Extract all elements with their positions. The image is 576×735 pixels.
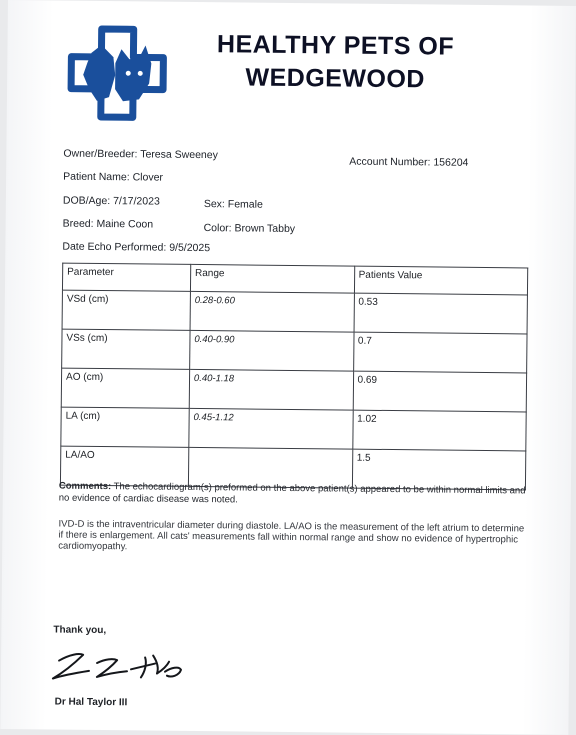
header-parameter: Parameter — [62, 263, 190, 291]
clinic-logo-icon — [65, 23, 170, 124]
echo-date-label: Date Echo Performed: — [62, 240, 167, 254]
table-row — [62, 329, 527, 373]
range-cell: 0.28-0.60 — [190, 291, 354, 332]
echo-results-table — [60, 263, 528, 491]
echo-date-value: 9/5/2025 — [169, 241, 211, 255]
closing-text: Thank you, — [53, 624, 107, 637]
owner-label: Owner/Breeder: — [63, 147, 138, 161]
dob-label: DOB/Age: — [62, 194, 111, 208]
owner-field — [63, 148, 218, 162]
dob-value: 7/17/2023 — [113, 195, 160, 208]
parameter-cell: AO (cm) — [61, 368, 189, 408]
account-value: 156204 — [433, 156, 469, 169]
table-row — [61, 407, 526, 451]
breed-field — [63, 218, 154, 231]
comments-block — [59, 481, 529, 510]
sex-field — [204, 198, 263, 211]
clinic-name — [185, 28, 486, 97]
sex-label: Sex: — [203, 198, 225, 211]
parameter-cell: VSs (cm) — [62, 329, 190, 369]
range-cell: 0.40-1.18 — [189, 369, 353, 410]
color-label: Color: — [203, 222, 232, 235]
value-cell: 1.02 — [352, 410, 526, 451]
color-field — [204, 222, 296, 235]
parameter-cell: LA/AO — [60, 446, 188, 486]
comments-text: The echocardiogram(s) preformed on the above patient(s) appeared to be within normal limits and no evidence of cardiac disease was noted. — [58, 481, 526, 506]
comments-label: Comments: — [58, 480, 112, 493]
range-cell: 0.40-0.90 — [190, 330, 354, 371]
clinic-name-line-2: WEDGEWOOD — [245, 63, 426, 94]
breed-value: Maine Coon — [96, 217, 154, 231]
signature-icon — [45, 640, 205, 688]
color-value: Brown Tabby — [234, 222, 296, 236]
table-row — [61, 368, 526, 412]
explanation-note: IVD-D is the intraventricular diameter during diastole. LA/AO is the measurement of the left atrium to determine if there is enlargement. All cats' measurements fall within normal range and show no evidence of hypertrophic cardiomyopathy. — [58, 518, 525, 553]
patient-field — [63, 171, 163, 184]
dob-field — [63, 195, 160, 208]
doctor-name: Dr Hal Taylor III — [54, 696, 128, 709]
sex-value: Female — [227, 198, 263, 211]
header-patients-value: Patients Value — [354, 266, 528, 295]
range-cell: 0.45-1.12 — [189, 408, 353, 449]
value-cell: 0.7 — [353, 332, 527, 373]
owner-value: Teresa Sweeney — [140, 148, 218, 162]
value-cell: 1.5 — [352, 449, 526, 490]
header-range: Range — [190, 264, 354, 293]
parameter-cell: LA (cm) — [61, 407, 189, 447]
parameter-cell: VSd (cm) — [62, 290, 190, 330]
account-field — [349, 156, 468, 169]
clinic-name-line-1: HEALTHY PETS OF — [216, 30, 455, 61]
patient-label: Patient Name: — [63, 170, 130, 184]
account-label: Account Number: — [349, 155, 431, 169]
table-row — [62, 290, 527, 334]
value-cell: 0.53 — [354, 293, 528, 334]
breed-label: Breed: — [62, 217, 94, 230]
value-cell: 0.69 — [353, 371, 527, 412]
echo-date-field — [62, 241, 210, 255]
patient-value: Clover — [132, 171, 164, 184]
